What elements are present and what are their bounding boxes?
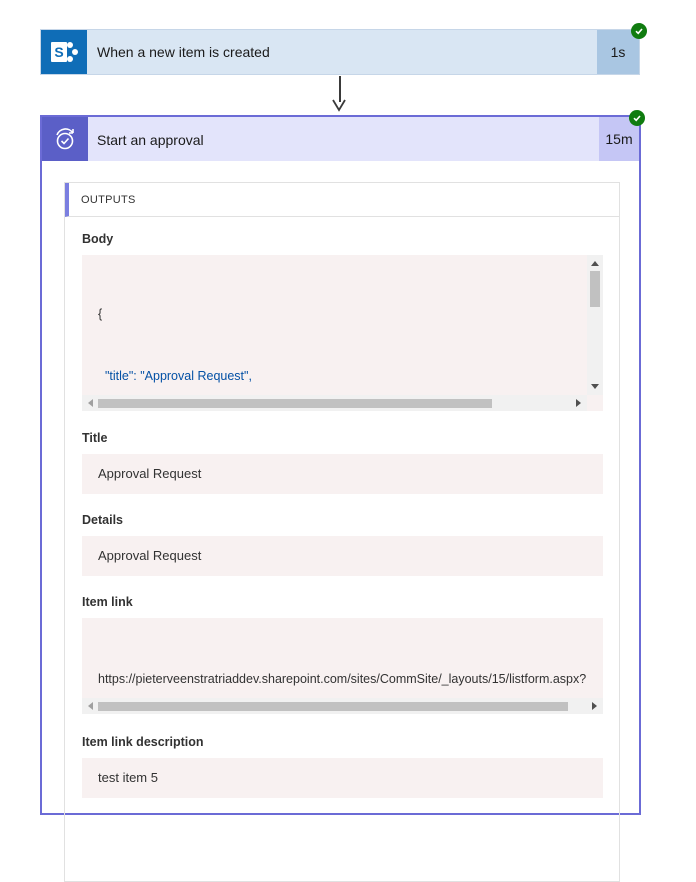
sharepoint-icon (41, 30, 87, 74)
outputs-panel (64, 182, 620, 882)
scrollbar-thumb[interactable] (590, 271, 600, 307)
json-line: { (98, 307, 103, 321)
item-link-description-label: Item link description (82, 735, 204, 749)
approval-icon (42, 117, 88, 161)
item-link-box[interactable] (82, 618, 603, 714)
item-link-text (98, 628, 603, 698)
body-json-text (98, 263, 583, 393)
action-duration: 15m (599, 117, 639, 161)
body-label: Body (82, 232, 114, 246)
trigger-success-check-icon (631, 23, 647, 39)
item-link-label: Item link (82, 595, 133, 609)
outputs-header: OUTPUTS (65, 183, 619, 217)
title-label: Title (82, 431, 108, 445)
action-header[interactable] (42, 117, 639, 161)
scroll-left-icon[interactable] (88, 702, 93, 710)
title-value: Approval Request (82, 454, 603, 494)
details-label: Details (82, 513, 123, 527)
scroll-right-icon[interactable] (592, 702, 597, 710)
trigger-card[interactable] (40, 29, 640, 75)
body-horizontal-scrollbar[interactable] (82, 395, 587, 411)
scroll-down-icon[interactable] (591, 384, 599, 389)
action-success-check-icon (629, 110, 645, 126)
item-link-horizontal-scrollbar[interactable] (82, 698, 603, 714)
scroll-left-icon[interactable] (88, 399, 93, 407)
svg-text:S: S (54, 44, 64, 60)
arrow-down-icon (331, 96, 347, 112)
trigger-title: When a new item is created (97, 44, 270, 60)
body-vertical-scrollbar[interactable] (587, 255, 603, 395)
trigger-duration: 1s (597, 30, 639, 74)
action-title: Start an approval (97, 132, 204, 148)
scroll-right-icon[interactable] (576, 399, 581, 407)
json-line: "title": "Approval Request", (98, 368, 252, 383)
scroll-up-icon[interactable] (591, 261, 599, 266)
item-link-description-value: test item 5 (82, 758, 603, 798)
link-line: https://pieterveenstratriaddev.sharepoint.com/sites/CommSite/_layouts/15/listform.aspx? (98, 672, 587, 686)
scrollbar-thumb[interactable] (98, 399, 492, 408)
scrollbar-thumb[interactable] (98, 702, 568, 711)
approval-action-card (40, 115, 641, 815)
body-json-box[interactable] (82, 255, 603, 411)
details-value: Approval Request (82, 536, 603, 576)
